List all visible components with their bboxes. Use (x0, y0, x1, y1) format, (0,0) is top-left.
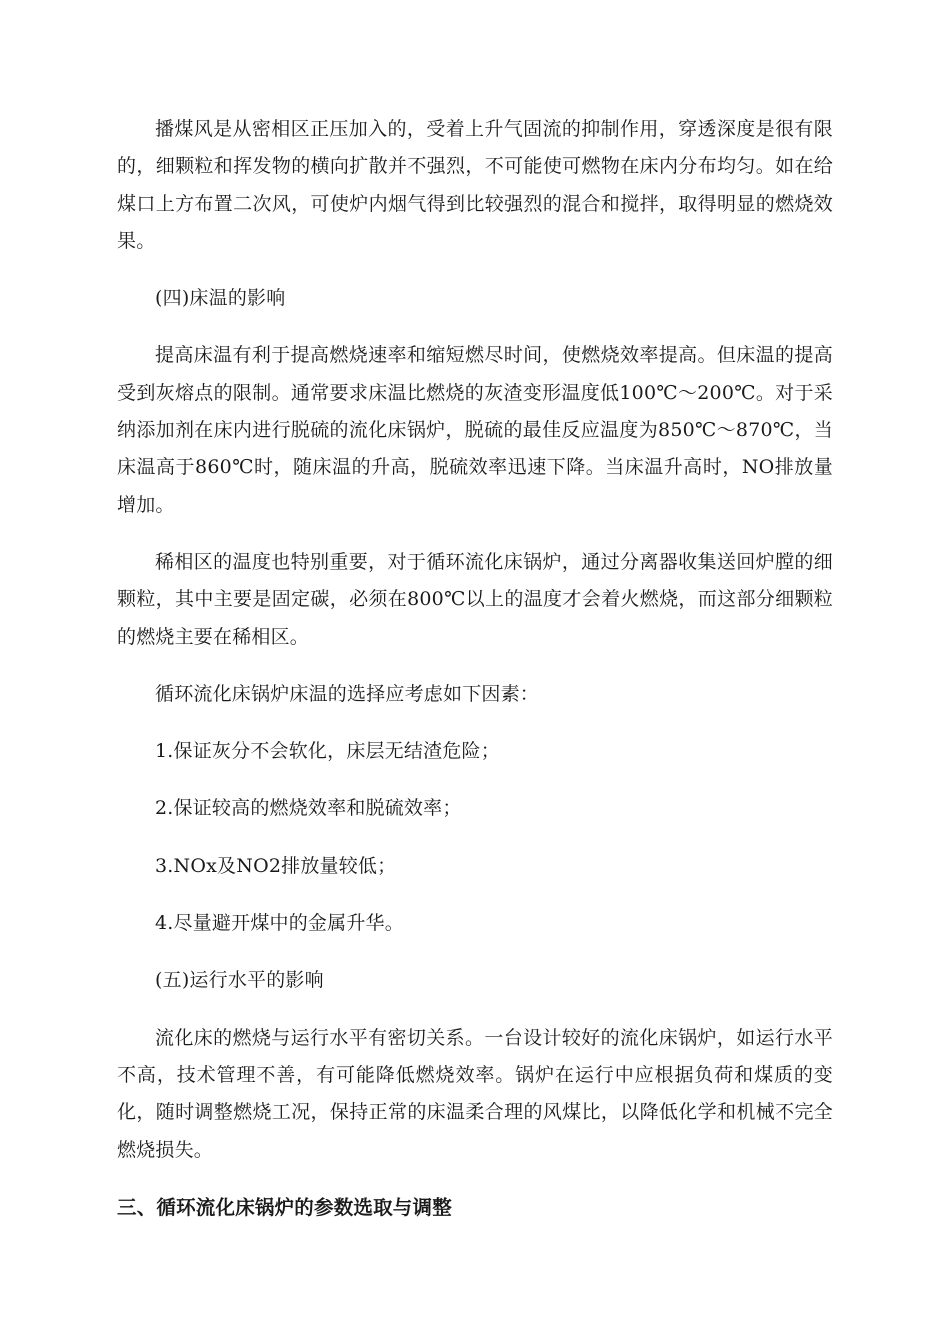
paragraph-factors-intro: 循环流化床锅炉床温的选择应考虑如下因素： (155, 682, 540, 705)
subheading-operation-level: (五)运行水平的影响 (155, 969, 324, 992)
list-item: 3.NOx及NO2排放量较低； (155, 854, 397, 877)
list-item: 2.保证较高的燃烧效率和脱硫效率； (155, 797, 462, 820)
paragraph-secondary-air: 播煤风是从密相区正压加入的，受着上升气固流的抑制作用，穿透深度是很有限的，细颗粒和挥发物的横向扩散并不强烈，不可能使可燃物在床内分布均匀。如在给煤口上方布置二次风，可使炉内烟气得到比较强烈的混合和搅拌，取得明显的燃烧效果。 (117, 118, 833, 252)
paragraph-bed-temperature: 提高床温有利于提高燃烧速率和缩短燃尽时间，使燃烧效率提高。但床温的提高受到灰熔点的限制。通常要求床温比燃烧的灰渣变形温度低100℃～200℃。对于采纳添加剂在床内进行脱硫的流化床锅炉，脱硫的最佳反应温度为850℃～870℃，当床温高于860℃时，随床温的升高，脱硫效率迅速下降。当床温升高时，NO排放量增加。 (117, 344, 833, 516)
paragraph-operation-level: 流化床的燃烧与运行水平有密切关系。一台设计较好的流化床锅炉，如运行水平不高，技术管理不善，有可能降低燃烧效率。锅炉在运行中应根据负荷和煤质的变化，随时调整燃烧工况，保持正常的床温柔合理的风煤比，以降低化学和机械不完全燃烧损失。 (117, 1026, 833, 1161)
document-body (117, 111, 833, 1226)
paragraph-dilute-phase: 稀相区的温度也特别重要，对于循环流化床锅炉，通过分离器收集送回炉膛的细颗粒，其中主要是固定碳，必须在800℃以上的温度才会着火燃烧，而这部分细颗粒的燃烧主要在稀相区。 (117, 550, 833, 648)
subheading-bed-temperature: (四)床温的影响 (155, 287, 286, 310)
list-item: 4.尽量避开煤中的金属升华。 (155, 912, 404, 935)
section-heading: 三、循环流化床锅炉的参数选取与调整 (117, 1195, 452, 1219)
list-item: 1.保证灰分不会软化，床层无结渣危险； (155, 740, 500, 763)
